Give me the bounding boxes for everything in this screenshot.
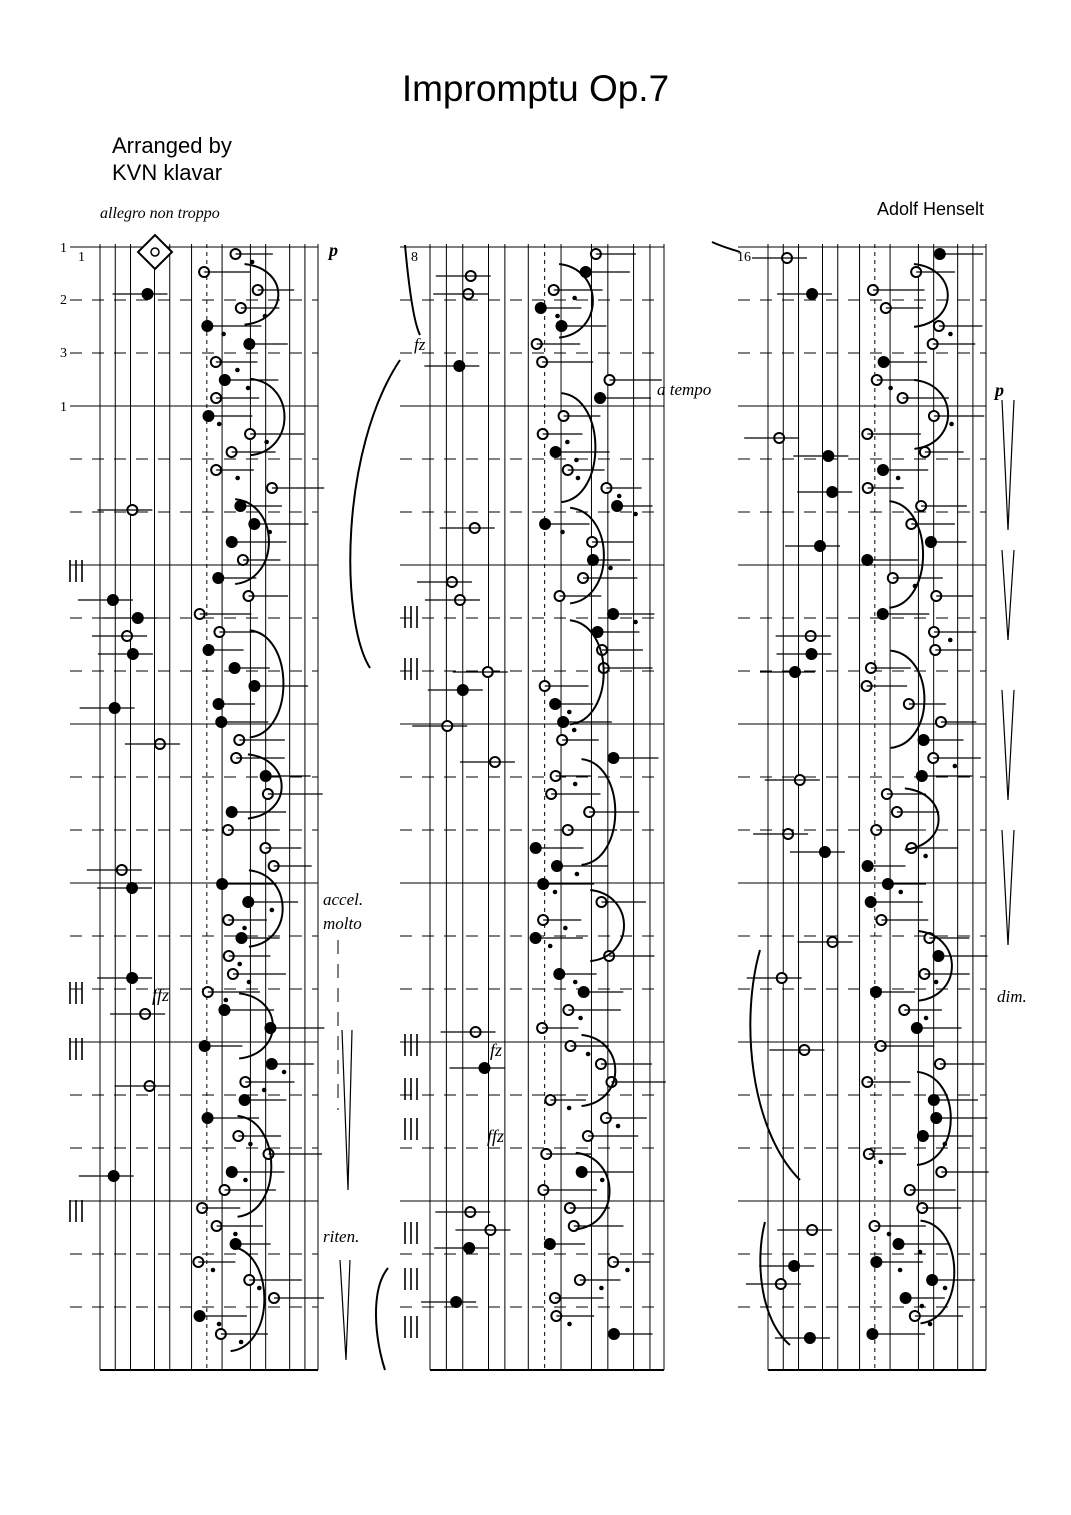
measure-number-third: 16 [737,250,751,265]
staccato-dot [548,944,553,949]
staccato-dot [248,1142,253,1147]
slur [231,1247,265,1352]
dynamic-fz: fz [414,335,426,354]
composer-name: Adolf Henselt [877,199,985,219]
slur [562,393,596,502]
staccato-dot [239,1340,244,1345]
slur [238,1116,272,1217]
staccato-dot [217,422,222,427]
fingering-number-3: 3 [60,346,67,361]
staccato-dot [574,458,579,463]
staccato-dot [282,1070,287,1075]
hairpin [342,1030,352,1190]
staccato-dot [246,386,251,391]
staccato-dot [565,440,570,445]
staccato-dot [599,1286,604,1291]
hairpin [1002,400,1014,530]
staccato-dot [948,638,953,643]
staccato-dot [567,710,572,715]
staccato-dot [224,998,229,1003]
tempo-marking: allegro non troppo [100,205,220,222]
dynamic-p-col3: p [995,380,1004,400]
diamond-inner-note [151,248,159,256]
hairpin [1002,830,1014,945]
dynamic-dim: dim. [997,987,1027,1006]
staccato-dot [608,566,613,571]
staccato-dot [257,1286,262,1291]
staccato-dot [250,260,255,265]
phrase-slur [376,1268,388,1370]
staccato-dot [948,332,953,337]
hairpin [340,1260,350,1360]
staccato-dot [633,512,638,517]
staccato-dot [616,1124,621,1129]
staccato-dot [953,764,958,769]
staccato-dot [878,1160,883,1165]
staccato-dot [247,980,252,985]
page-title: Impromptu Op.7 [401,68,670,109]
staccato-dot [217,1322,222,1327]
staccato-dot [586,1052,591,1057]
staccato-dot [575,872,580,877]
staccato-dot [633,620,638,625]
staccato-dot [221,332,226,337]
slur [576,1153,610,1230]
dynamic-a-tempo: a tempo [657,380,712,399]
staccato-dot [924,1016,929,1021]
dynamic-molto: molto [323,914,362,933]
staccato-dot [235,368,240,373]
dynamic-ffz-col1: ffz [152,985,170,1005]
staccato-dot [573,782,578,787]
measure-number-first: 1 [78,250,85,265]
staccato-dot [233,1232,238,1237]
staccato-dot [572,296,577,301]
staccato-dot [898,890,903,895]
staccato-dot [943,1286,948,1291]
hairpin [1002,690,1014,800]
staccato-dot [264,440,269,445]
slur [570,508,604,604]
phrase-slur [750,950,800,1180]
staccato-dot [572,728,577,733]
staccato-dot [563,926,568,931]
fingering-number-2: 2 [60,293,67,308]
staccato-dot [578,1016,583,1021]
staccato-dot [573,980,578,985]
staccato-dot [235,476,240,481]
phrase-slur [405,245,420,335]
staccato-dot [237,962,242,967]
staccato-dot [625,1268,630,1273]
slur [248,754,282,818]
measure-number-second: 8 [411,250,418,265]
slur [918,931,952,1001]
dynamic-riten: riten. [323,1227,360,1246]
staccato-dot [918,1250,923,1255]
dynamic-ffz-col2: ffz [487,1126,505,1146]
staccato-dot [242,926,247,931]
staccato-dot [262,1088,267,1093]
dynamic-accel: accel. [323,890,364,909]
dynamic-p-start: p [329,240,338,260]
staccato-dot [898,1268,903,1273]
phrase-slur [350,360,400,668]
staccato-dot [211,1268,216,1273]
tie-mark [712,242,740,252]
staccato-dot [243,1178,248,1183]
staccato-dot [934,980,939,985]
staccato-dot [923,854,928,859]
staccato-dot [600,1178,605,1183]
staccato-dot [567,1322,572,1327]
staccato-dot [888,386,893,391]
staccato-dot [560,530,565,535]
slur [921,1221,955,1324]
fingering-number-4: 1 [60,400,67,415]
staccato-dot [896,476,901,481]
arranger-line-2: KVN klavar [112,160,223,185]
staccato-dot [949,422,954,427]
fingering-number-1: 1 [60,241,67,256]
hairpin [1002,550,1014,640]
staccato-dot [887,1232,892,1237]
staccato-dot [617,494,622,499]
notes [78,249,989,1344]
staccato-dot [920,1304,925,1309]
staccato-dot [567,1106,572,1111]
staccato-dot [270,908,275,913]
staccato-dot [576,476,581,481]
staccato-dot [553,890,558,895]
arranger-line-1: Arranged by [112,133,232,158]
dynamic-fz-col2: fz [490,1040,503,1060]
staccato-dot [555,314,560,319]
